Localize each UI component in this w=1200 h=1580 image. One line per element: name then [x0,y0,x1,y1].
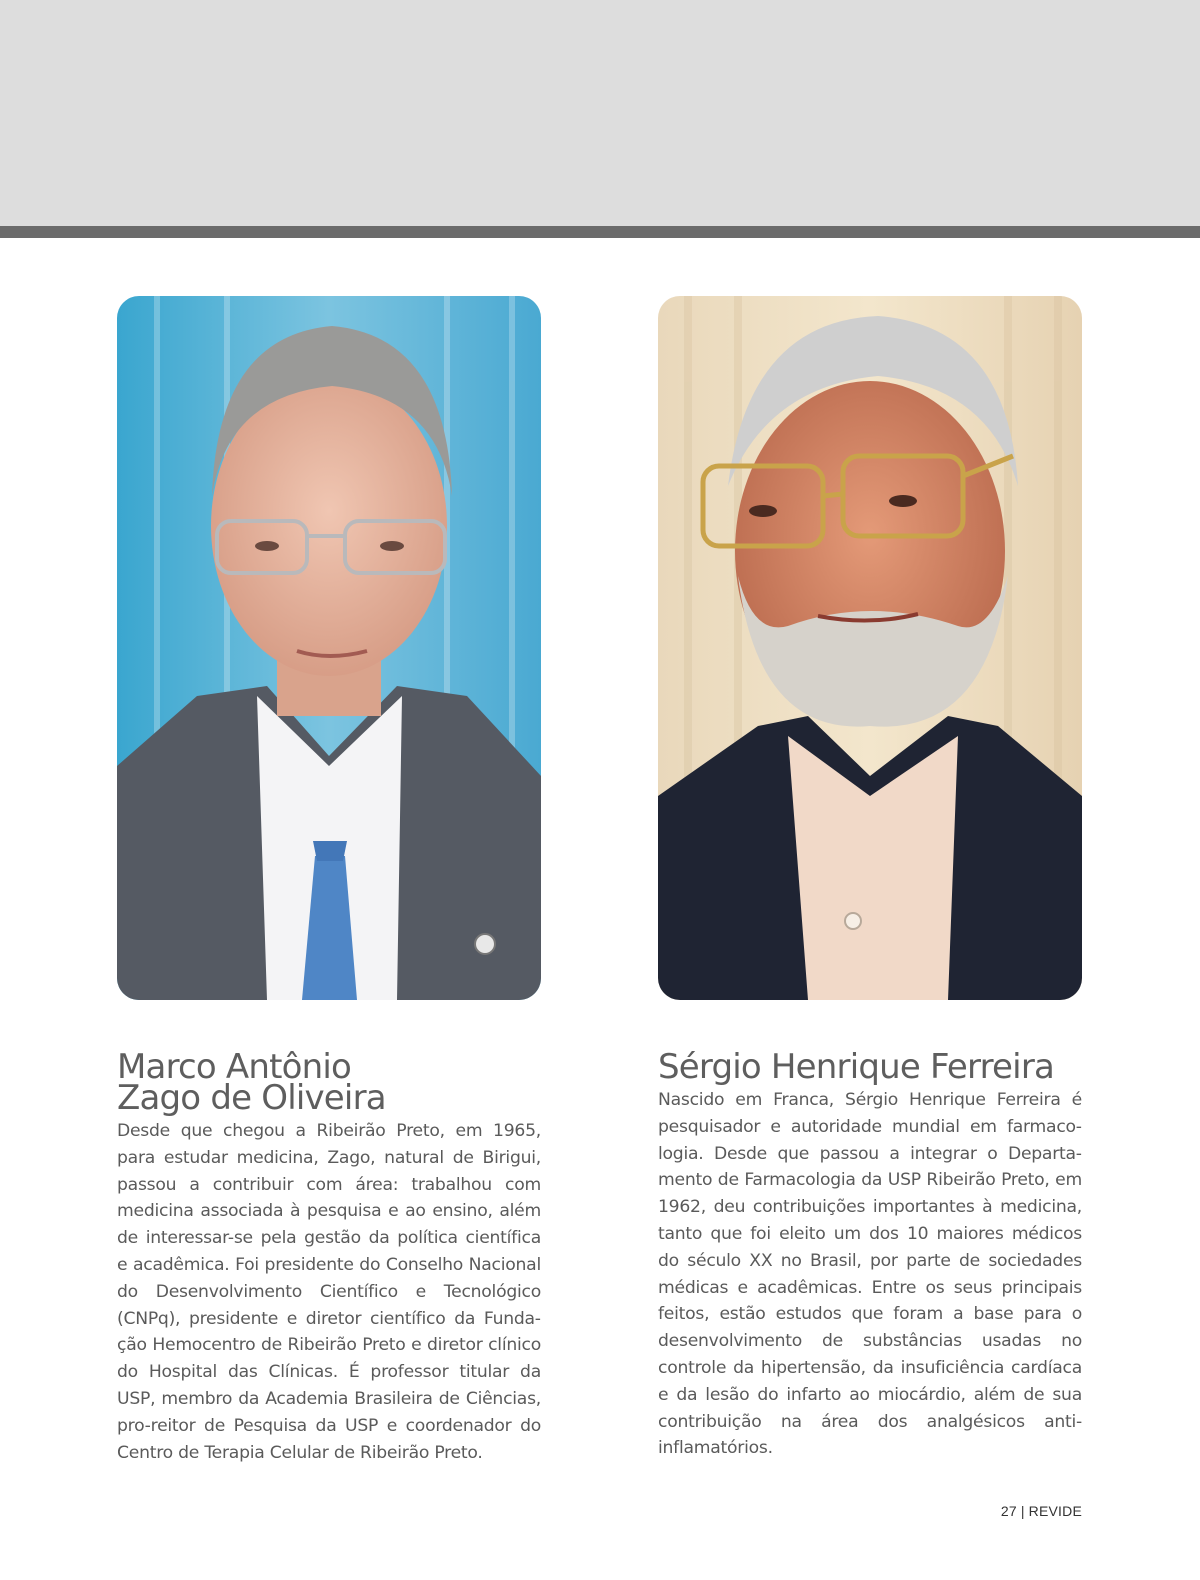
profile-sergio-henrique-ferreira [658,1047,1082,1462]
magazine-name: REVIDE [1028,1503,1082,1519]
page-footer [1001,1503,1082,1519]
profile-name-line-1: Marco Antônio [117,1047,352,1087]
profile-marco-antonio-zago [117,1047,541,1466]
page-number: 27 [1000,1503,1017,1519]
profile-bio: Nascido em Franca, Sérgio Henrique Ferreira é pesquisador e autoridade mundial em farmacologia. Desde que passou a integrar o Departamento de Farmacologia da USP Ribeirão Preto, em 1962, deu contribuições importantes à medicina, tanto que foi eleito um dos 10 maiores médicos do século XX no Brasil, por parte de sociedades médicas e acadêmicas. Entre os seus principais feitos, estão estudos que foram a base para o desenvolvimento de substâncias usadas no controle da hipertensão, da insuficiência cardíaca e da lesão do infarto ao miocárdio, além de sua contribuição na área dos analgésicos anti-inflamatórios. [658,1090,1082,1459]
profile-name [117,1047,541,1118]
profile-name [658,1047,1082,1087]
profile-bio: Desde que chegou a Ribeirão Preto, em 1965, para estudar medicina, Zago, natural de Birigui, passou a contribuir com área: trabalhou com medicina associada à pesquisa e ao ensino, além de interessar-se pela gestão da política científica e acadêmica. Foi presidente do Conselho Nacional do Desenvolvimento Científico e Tecnológico (CNPq), presidente e diretor científico da Fundação Hemocentro de Ribeirão Preto e diretor clínico do Hospital das Clínicas. É professor titular da USP, membro da Academia Brasileira de Ciências, pro-reitor de Pesquisa da USP e coordenador do Centro de Terapia Celular de Ribeirão Preto. [117,1121,541,1463]
portrait-photo-marco-antonio-zago [117,296,541,1000]
header-rule [0,226,1200,238]
portrait-photo-sergio-henrique-ferreira [658,296,1082,1000]
footer-separator: | [1020,1503,1025,1519]
profile-name-line-1: Sérgio Henrique Ferreira [658,1047,1055,1087]
profile-name-line-2: Zago de Oliveira [117,1078,386,1118]
top-banner [0,0,1200,226]
